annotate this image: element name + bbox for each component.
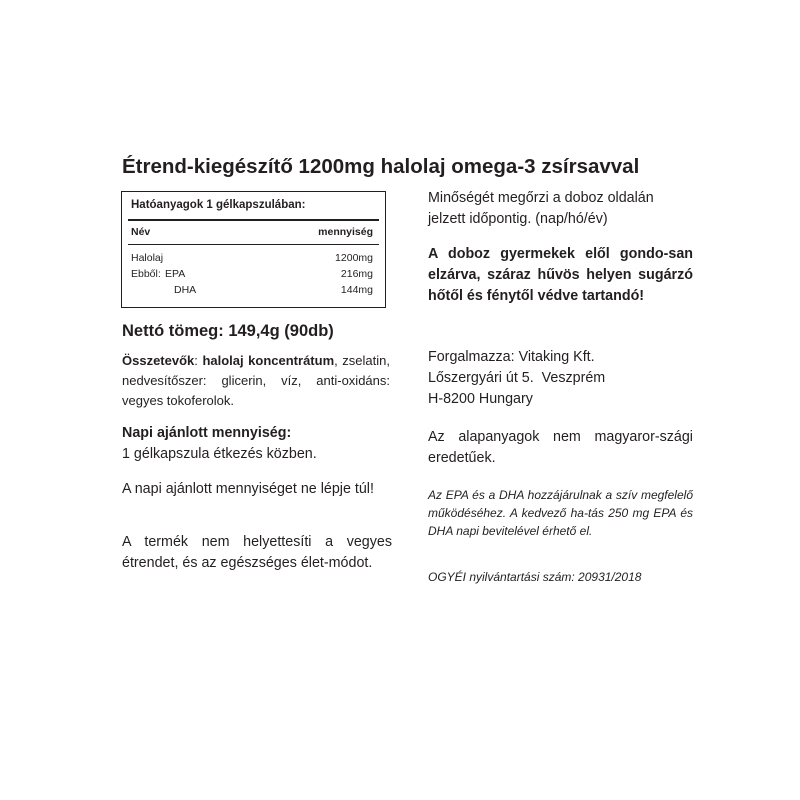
table-divider xyxy=(128,244,379,245)
nutrient-table xyxy=(121,191,386,308)
registration-number: OGYÉI nyilvántartási szám: 20931/2018 xyxy=(428,570,642,584)
nutrient-table-header: Hatóanyagok 1 gélkapszulában: xyxy=(131,199,306,211)
row-amount: 1200mg xyxy=(335,252,373,264)
health-claim: Az EPA és a DHA hozzájárulnak a szív megfelelő működéséhez. A kedvező ha-tás 250 mg EPA és DHA napi bevitelével érhető el. xyxy=(428,488,693,538)
storage-instructions: A doboz gyermekek elől gondo-san elzárva, száraz hűvös helyen sugárzó hőtől és fénytől védve tartandó! xyxy=(428,246,693,304)
net-weight: Nettó tömeg: 149,4g (90db) xyxy=(122,322,334,340)
table-row xyxy=(122,252,385,268)
best-before: Minőségét megőrzi a doboz oldalán jelzett időpontig. (nap/hó/év) xyxy=(428,190,654,227)
row-subname: DHA xyxy=(174,284,197,296)
ingredients-label: Összetevők xyxy=(122,353,195,368)
table-row xyxy=(122,284,385,300)
daily-dose xyxy=(122,423,392,465)
daily-dose-title: Napi ajánlott mennyiség: xyxy=(122,425,292,441)
daily-dose-text: 1 gélkapszula étkezés közben. xyxy=(122,446,317,462)
dose-warning: A napi ajánlott mennyiséget ne lépje túl! xyxy=(122,481,374,497)
row-subname: EPA xyxy=(165,268,186,280)
row-name: Ebből: xyxy=(131,268,161,280)
ingredients-separator: : xyxy=(194,353,203,368)
distributor-line: H-8200 Hungary xyxy=(428,391,533,407)
row-amount: 216mg xyxy=(340,268,373,280)
ingredients-rest: , zselatin, nedvesítőszer: glicerin, víz, anti-oxidáns: vegyes tokoferolok. xyxy=(122,353,390,408)
column-header-amount: mennyiség xyxy=(318,226,373,238)
origin-notice: Az alapanyagok nem magyaror-szági eredetűek. xyxy=(428,429,693,466)
distributor xyxy=(428,347,693,410)
distributor-line: Lőszergyári út 5. Veszprém xyxy=(428,370,606,386)
diet-notice: A termék nem helyettesíti a vegyes étrendet, és az egészséges élet-módot. xyxy=(122,534,392,571)
row-name: Halolaj xyxy=(131,252,164,264)
column-header-name: Név xyxy=(131,226,151,238)
row-amount: 144mg xyxy=(340,284,373,296)
product-title: Étrend-kiegészítő 1200mg halolaj omega-3 zsírsavval xyxy=(122,155,640,178)
ingredients-highlight: halolaj koncentrátum xyxy=(202,353,335,368)
ingredients xyxy=(122,351,390,411)
table-row xyxy=(122,268,385,284)
table-divider-thick xyxy=(128,219,379,221)
distributor-line: Forgalmazza: Vitaking Kft. xyxy=(428,349,595,365)
